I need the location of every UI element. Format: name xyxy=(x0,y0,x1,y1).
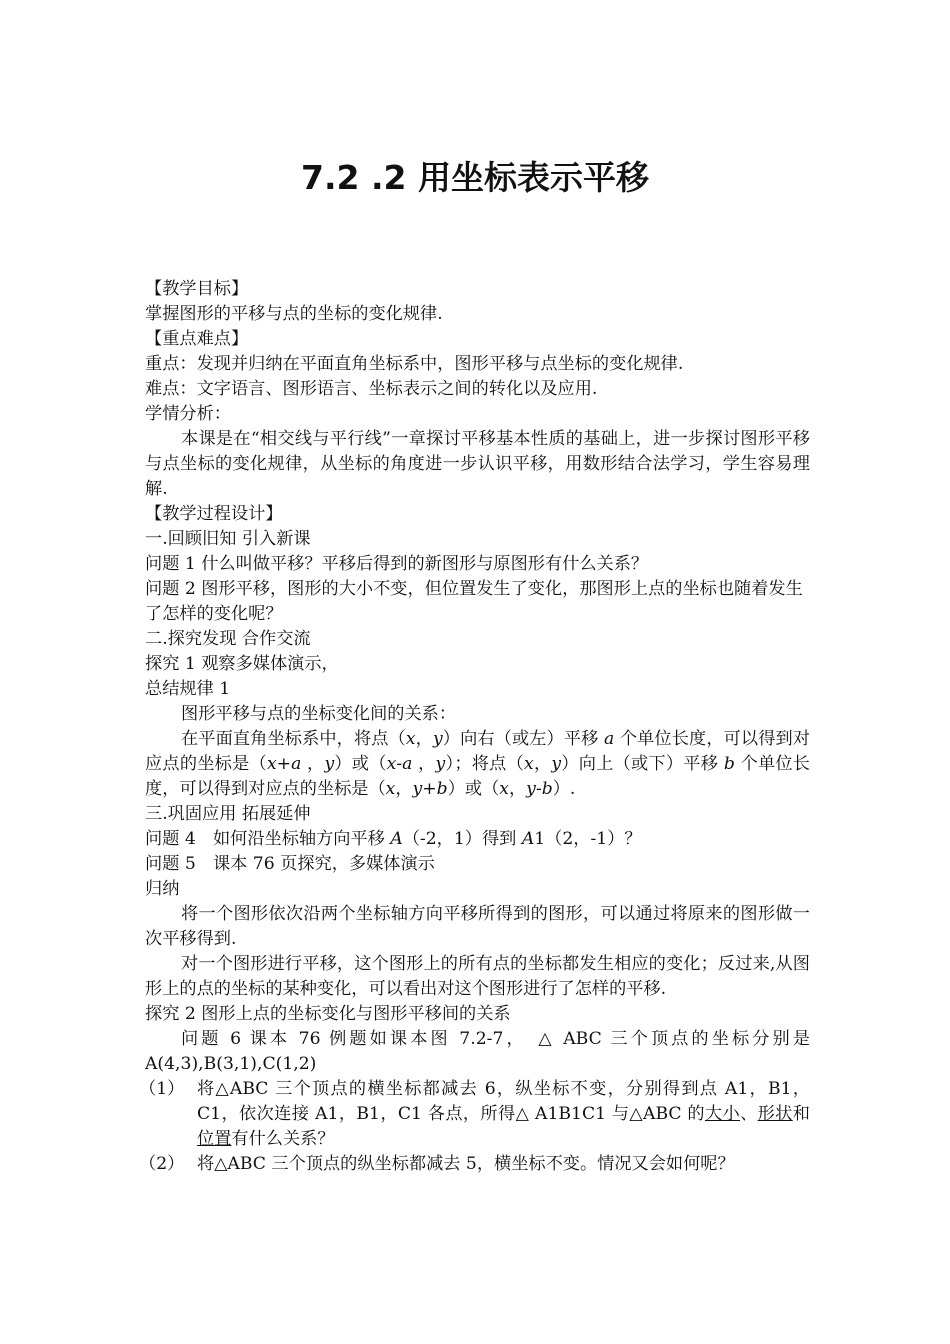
key-point-text: 重点：发现并归纳在平面直角坐标系中，图形平移与点坐标的变化规律. xyxy=(145,354,684,374)
question-6: 问题 6 课本 76 例题如课本图 7.2-7， △ ABC 三个顶点的坐标分别是A(4,3),B(3,1),C(1,2) xyxy=(145,1029,810,1074)
list-item-2-text: 将△ABC 三个顶点的纵坐标都减去 5，横坐标不变。情况又会如何呢？ xyxy=(197,1154,735,1174)
question-2: 问题 2 图形平移，图形的大小不变，但位置发生了变化，那图形上点的坐标也随着发生了怎样的变化呢？ xyxy=(145,579,803,624)
document-body xyxy=(139,277,810,1177)
objectives-heading: 【教学目标】 xyxy=(145,279,249,299)
question-5: 问题 5 课本 76 页探究，多媒体演示 xyxy=(145,854,435,874)
objective-text: 掌握图形的平移与点的坐标的变化规律. xyxy=(145,304,443,324)
section-2-heading: 二.探究发现 合作交流 xyxy=(145,629,311,649)
list-item-1 xyxy=(139,1077,810,1152)
page-title: 7.2 .2 用坐标表示平移 xyxy=(301,158,649,197)
list-item-1-number: （1） xyxy=(139,1079,185,1099)
summary-heading: 归纳 xyxy=(145,879,180,899)
list-item-1-text: 将△ABC 三个顶点的横坐标都减去 6，纵坐标不变，分别得到点 A1，B1，C1，依次连接 A1，B1，C1 各点，所得△ A1B1C1 与△ABC 的大小、形状和位置有什么关系？ xyxy=(197,1079,810,1149)
question-1: 问题 1 什么叫做平移？平移后得到的新图形与原图形有什么关系？ xyxy=(145,554,649,574)
analysis-heading: 学情分析： xyxy=(145,404,231,424)
summary-paragraph-1: 将一个图形依次沿两个坐标轴方向平移所得到的图形，可以通过将原来的图形做一次平移得到. xyxy=(145,904,810,949)
section-3-heading: 三.巩固应用 拓展延伸 xyxy=(145,804,311,824)
rule-1-intro: 图形平移与点的坐标变化间的关系： xyxy=(181,704,457,724)
rule-1-heading: 总结规律 1 xyxy=(145,679,231,699)
process-heading: 【教学过程设计】 xyxy=(145,504,283,524)
list-item-2-number: （2） xyxy=(139,1154,185,1174)
explore-1: 探究 1 观察多媒体演示， xyxy=(145,654,339,674)
question-4: 问题 4 如何沿坐标轴方向平移 A（-2，1）得到 A1（2，-1）？ xyxy=(145,829,642,849)
analysis-paragraph: 本课是在“相交线与平行线”一章探讨平移基本性质的基础上，进一步探讨图形平移与点坐标的变化规律，从坐标的角度进一步认识平移，用数形结合法学习，学生容易理解. xyxy=(145,429,810,499)
explore-2: 探究 2 图形上点的坐标变化与图形平移间的关系 xyxy=(145,1004,511,1024)
summary-paragraph-2: 对一个图形进行平移，这个图形上的所有点的坐标都发生相应的变化；反过来,从图形上的点的坐标的某种变化，可以看出对这个图形进行了怎样的平移. xyxy=(145,954,810,999)
section-1-heading: 一.回顾旧知 引入新课 xyxy=(145,529,311,549)
difficulty-text: 难点：文字语言、图形语言、坐标表示之间的转化以及应用. xyxy=(145,379,598,399)
rule-1-paragraph: 在平面直角坐标系中，将点（x，y）向右（或左）平移 a 个单位长度，可以得到对应点的坐标是（x+a ，y）或（x-a ，y）；将点（x，y）向上（或下）平移 b 个单位长度，可以得到对应点的坐标是（x，y+b）或（x，y-b）. xyxy=(145,729,810,799)
list-item-2 xyxy=(139,1152,810,1177)
key-heading: 【重点难点】 xyxy=(145,329,249,349)
